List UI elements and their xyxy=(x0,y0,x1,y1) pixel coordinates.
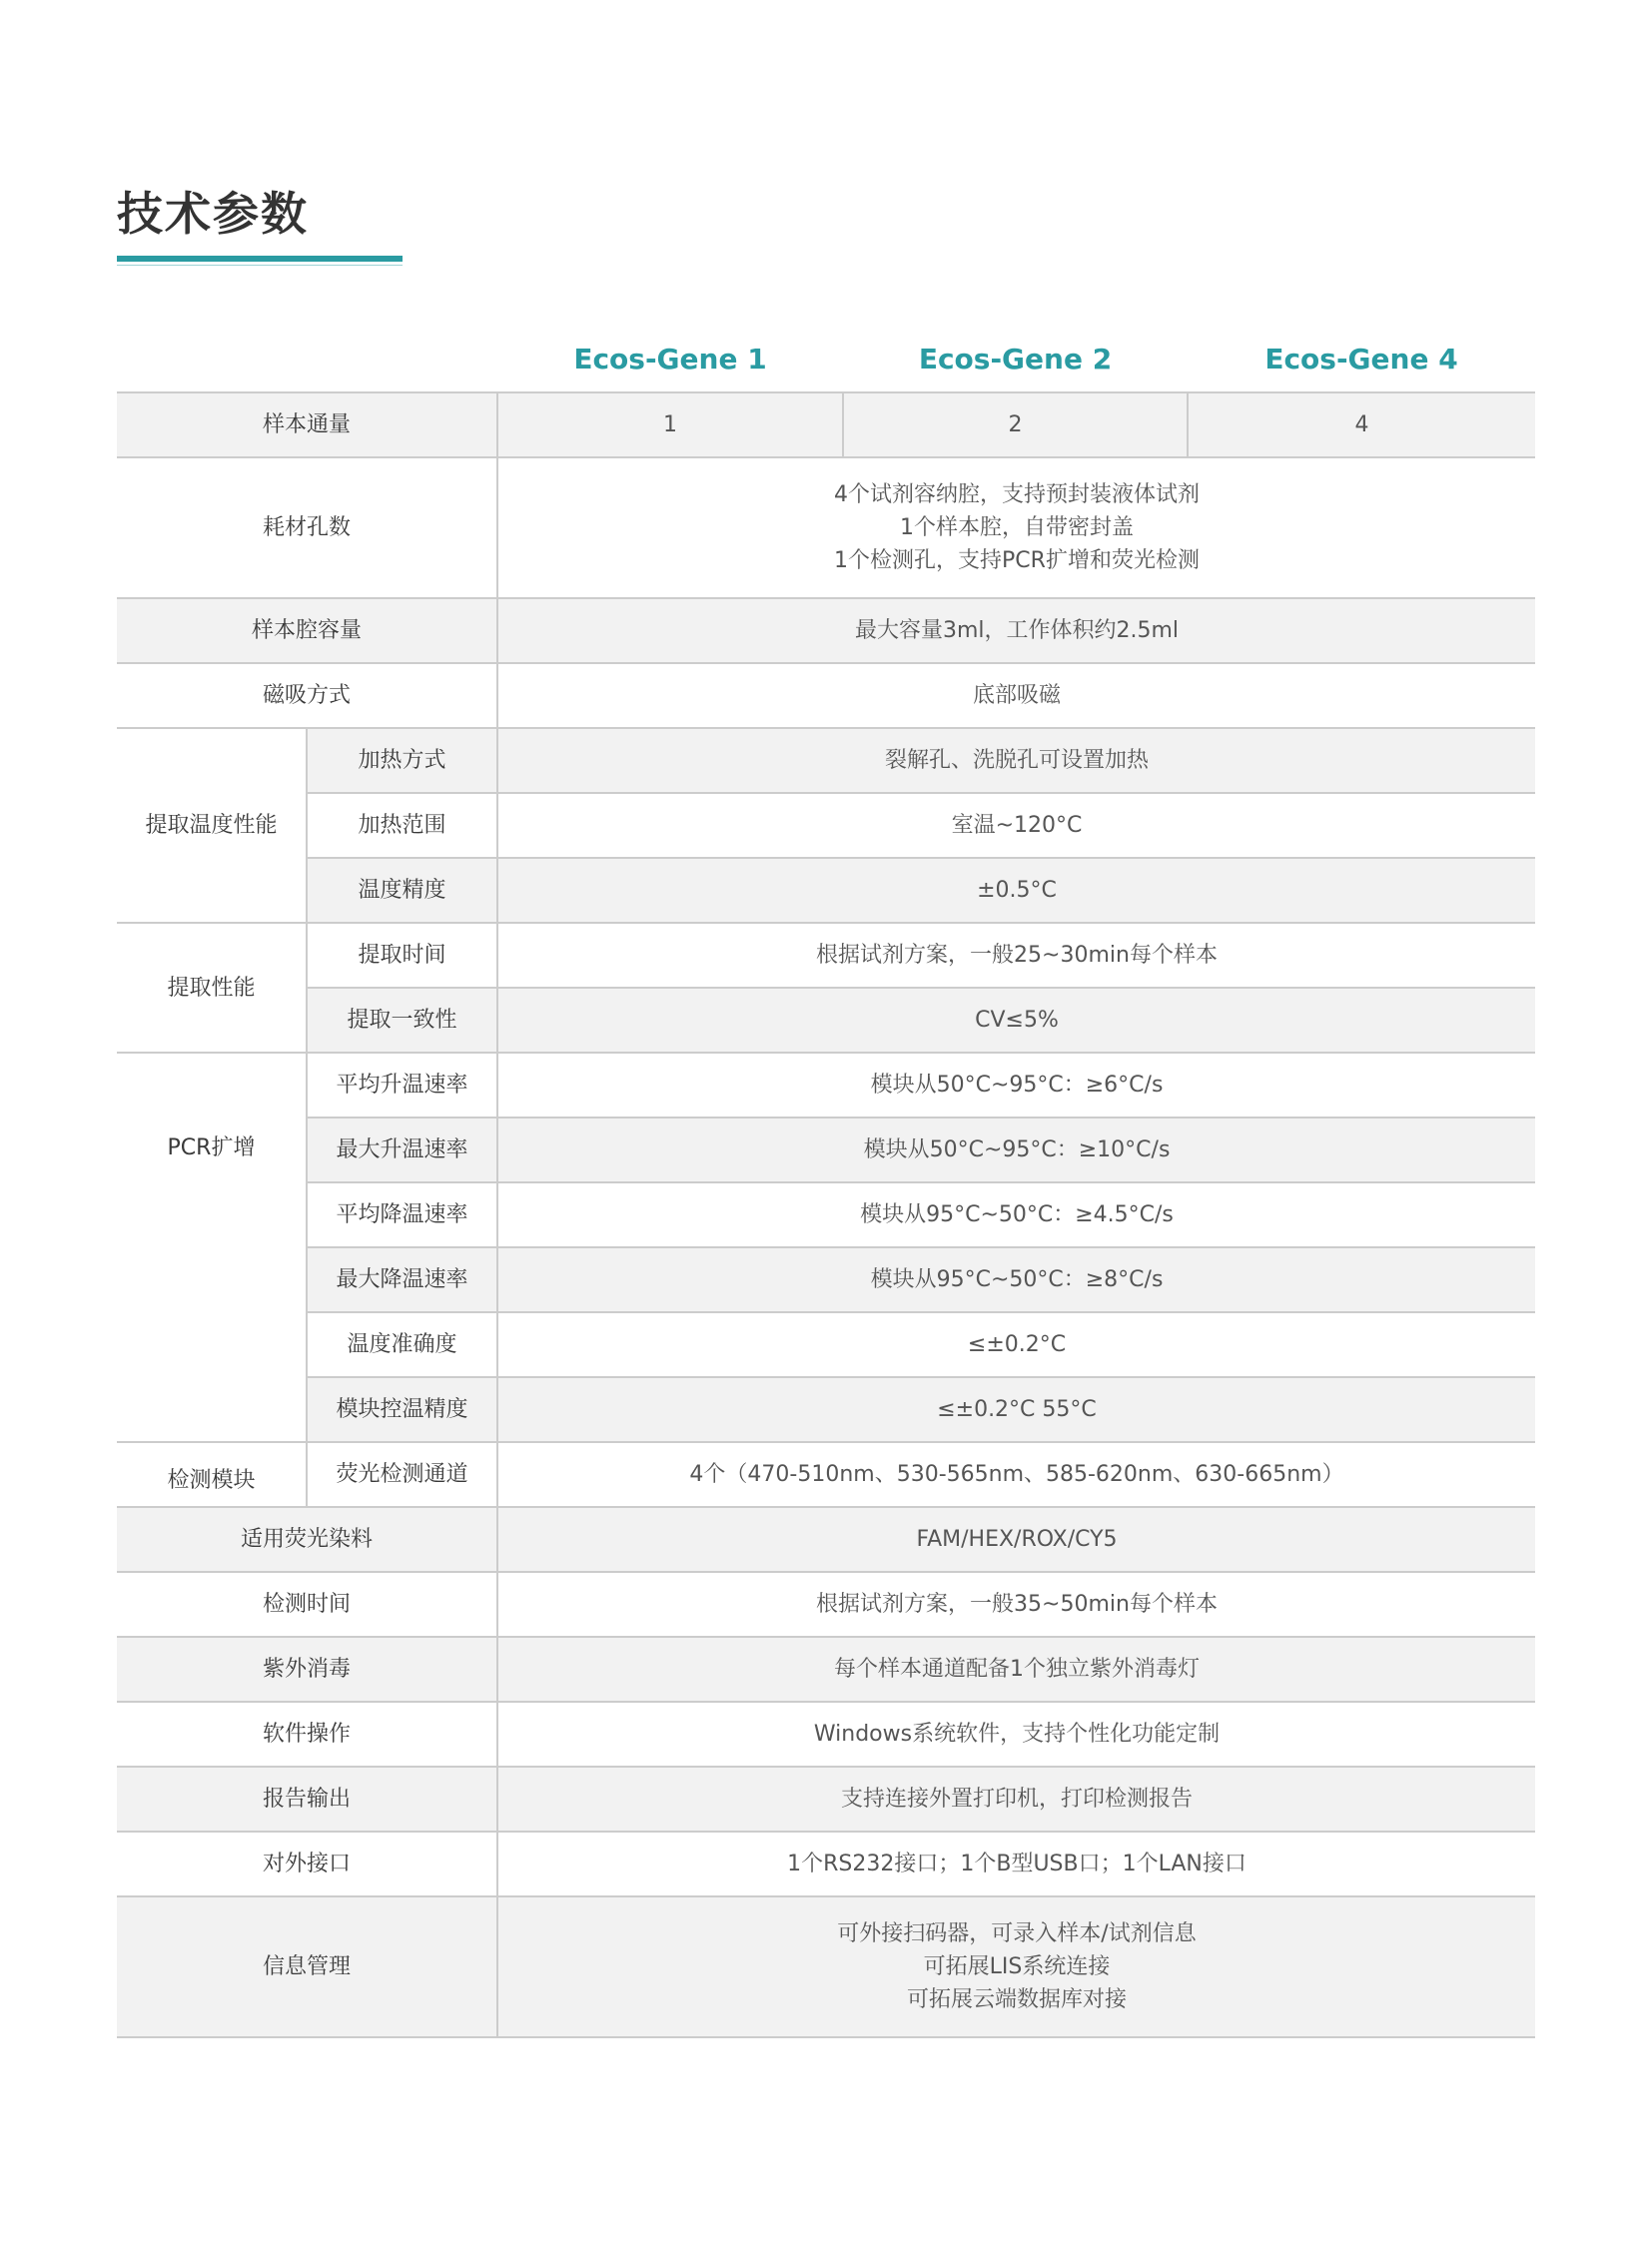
table-row xyxy=(117,793,1535,858)
value-line: 4个试剂容纳腔，支持预封装液体试剂 xyxy=(834,482,1200,507)
row-value: 4个（470-510nm、530-565nm、585-620nm、630-665nm） xyxy=(497,1442,1535,1507)
table-row xyxy=(117,1572,1535,1637)
sub-label: 温度精度 xyxy=(307,858,497,923)
sub-label: 模块控温精度 xyxy=(307,1377,497,1442)
group-label: 提取性能 xyxy=(117,923,307,1053)
row-label: 检测时间 xyxy=(117,1572,497,1637)
table-row xyxy=(117,392,1535,457)
row-value: 模块从50°C~95°C：≥10°C/s xyxy=(497,1118,1535,1182)
sub-label: 最大升温速率 xyxy=(307,1118,497,1182)
table-row xyxy=(117,923,1535,988)
row-value: 模块从50°C~95°C：≥6°C/s xyxy=(497,1053,1535,1118)
sub-label: 最大降温速率 xyxy=(307,1247,497,1312)
sub-label: 提取时间 xyxy=(307,923,497,988)
table-row xyxy=(117,1702,1535,1767)
row-value: ≤±0.2°C 55°C xyxy=(497,1377,1535,1442)
row-value: 最大容量3ml，工作体积约2.5ml xyxy=(497,598,1535,663)
row-label: 样本通量 xyxy=(117,392,497,457)
row-value: 根据试剂方案，一般35~50min每个样本 xyxy=(497,1572,1535,1637)
value-line: 可外接扫码器，可录入样本/试剂信息 xyxy=(837,1921,1197,1946)
row-label: 软件操作 xyxy=(117,1702,497,1767)
table-row xyxy=(117,1442,1535,1507)
sub-label: 温度准确度 xyxy=(307,1312,497,1377)
row-value: 2 xyxy=(843,392,1188,457)
row-value: ±0.5°C xyxy=(497,858,1535,923)
model-header: Ecos-Gene 2 xyxy=(843,326,1188,392)
model-header: Ecos-Gene 4 xyxy=(1188,326,1535,392)
model-header: Ecos-Gene 1 xyxy=(497,326,843,392)
sub-label: 荧光检测通道 xyxy=(307,1442,497,1507)
row-value: 根据试剂方案，一般25~30min每个样本 xyxy=(497,923,1535,988)
row-label: 信息管理 xyxy=(117,1896,497,2037)
row-value: 4 xyxy=(1188,392,1535,457)
value-line: 可拓展云端数据库对接 xyxy=(906,1987,1127,2012)
table-row xyxy=(117,1247,1535,1312)
table-row xyxy=(117,1767,1535,1832)
row-label: 对外接口 xyxy=(117,1832,497,1896)
row-value: ≤±0.2°C xyxy=(497,1312,1535,1377)
row-label: 耗材孔数 xyxy=(117,457,497,598)
sub-label: 提取一致性 xyxy=(307,988,497,1053)
title-underline-thin xyxy=(117,265,403,266)
table-row xyxy=(117,1118,1535,1182)
table-row xyxy=(117,1377,1535,1442)
row-value: 模块从95°C~50°C：≥8°C/s xyxy=(497,1247,1535,1312)
row-label: 样本腔容量 xyxy=(117,598,497,663)
row-value: FAM/HEX/ROX/CY5 xyxy=(497,1507,1535,1572)
sub-label: 平均升温速率 xyxy=(307,1053,497,1118)
row-label: 报告输出 xyxy=(117,1767,497,1832)
row-value: 每个样本通道配备1个独立紫外消毒灯 xyxy=(497,1637,1535,1702)
group-label: 提取温度性能 xyxy=(117,728,307,923)
row-value: 1 xyxy=(497,392,843,457)
sub-label: 平均降温速率 xyxy=(307,1182,497,1247)
table-row xyxy=(117,728,1535,793)
table-row xyxy=(117,1832,1535,1896)
title-underline xyxy=(117,256,403,262)
table-row xyxy=(117,1182,1535,1247)
table-row xyxy=(117,1896,1535,2037)
spec-table xyxy=(117,326,1535,2038)
row-label: 紫外消毒 xyxy=(117,1637,497,1702)
row-value: 底部吸磁 xyxy=(497,663,1535,728)
table-row xyxy=(117,1312,1535,1377)
row-label: 磁吸方式 xyxy=(117,663,497,728)
table-row xyxy=(117,1637,1535,1702)
table-row xyxy=(117,1507,1535,1572)
row-value: 裂解孔、洗脱孔可设置加热 xyxy=(497,728,1535,793)
sub-label: 加热范围 xyxy=(307,793,497,858)
row-value xyxy=(497,1896,1535,2037)
table-row xyxy=(117,858,1535,923)
table-row xyxy=(117,663,1535,728)
table-row xyxy=(117,988,1535,1053)
row-value: CV≤5% xyxy=(497,988,1535,1053)
table-row xyxy=(117,457,1535,598)
row-value: 支持连接外置打印机，打印检测报告 xyxy=(497,1767,1535,1832)
sub-label: 加热方式 xyxy=(307,728,497,793)
row-value xyxy=(497,457,1535,598)
row-value: 模块从95°C~50°C：≥4.5°C/s xyxy=(497,1182,1535,1247)
group-label: 检测模块 xyxy=(117,1442,307,1507)
table-row xyxy=(117,598,1535,663)
group-label: PCR扩增 xyxy=(117,1053,307,1442)
row-value: 室温~120°C xyxy=(497,793,1535,858)
row-value: 1个RS232接口；1个B型USB口；1个LAN接口 xyxy=(497,1832,1535,1896)
table-row xyxy=(117,1053,1535,1118)
row-label: 适用荧光染料 xyxy=(117,1507,497,1572)
value-line: 可拓展LIS系统连接 xyxy=(923,1954,1111,1979)
row-value: Windows系统软件，支持个性化功能定制 xyxy=(497,1702,1535,1767)
page-title: 技术参数 xyxy=(117,187,309,241)
header-blank xyxy=(117,326,497,392)
value-line: 1个检测孔，支持PCR扩增和荧光检测 xyxy=(834,548,1200,573)
model-header-row xyxy=(117,326,1535,392)
value-line: 1个样本腔，自带密封盖 xyxy=(900,515,1134,540)
